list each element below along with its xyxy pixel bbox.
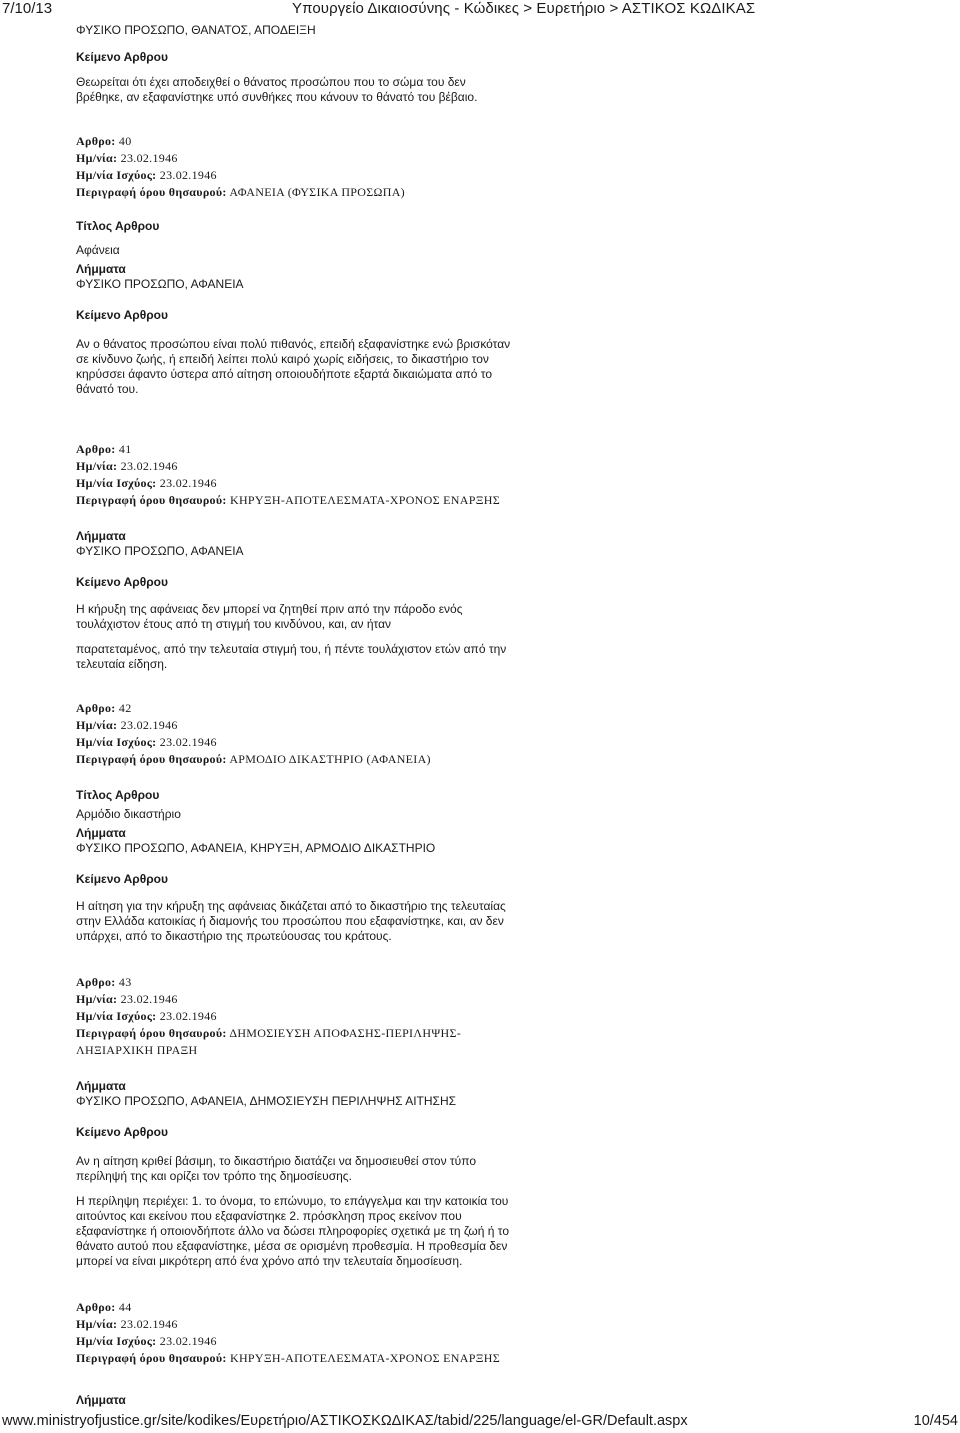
- article-text-line: κηρύσσει άφαντο ύστερα από αίτηση οποιουδήποτε εξαρτά δικαιώματα από το: [76, 367, 493, 381]
- article-text-line: Η κήρυξη της αφάνειας δεν μπορεί να ζητηθεί πριν από την πάροδο ενός: [76, 602, 463, 616]
- article-date-force: 23.02.1946: [159, 1009, 217, 1023]
- article-41: [76, 441, 536, 672]
- article-42: [76, 700, 536, 944]
- thesaurus-value: ΚΗΡΥΞΗ-ΑΠΟΤΕΛΕΣΜΑΤΑ-ΧΡΟΝΟΣ ΕΝΑΡΞΗΣ: [229, 1351, 500, 1365]
- article-text-line: αιτούντος και εκείνου που εξαφανίστηκε 2. πρόσκληση προς εκείνον που: [76, 1209, 462, 1223]
- article-text-line: βρέθηκε, αν εξαφανίστηκε υπό συνθήκες που κάνουν το θάνατό του βέβαιο.: [76, 90, 478, 104]
- article-date: 23.02.1946: [120, 1317, 178, 1331]
- page-url: www.ministryofjustice.gr/site/kodikes/Ευρετήριο/ΑΣΤΙΚΟΣΚΩΔΙΚΑΣ/tabid/225/language/el-GR/Default.aspx: [2, 1413, 688, 1429]
- article-text-line: εξαφανίστηκε ή οποιονδήποτε άλλο να δώσει πληροφορίες σχετικά με τη ζωή ή το: [76, 1224, 510, 1238]
- article-date-force: 23.02.1946: [159, 476, 217, 490]
- article-text-line: θάνατο αυτού που εξαφανίστηκε, μέσα σε ορισμένη προθεσμία. Η προθεσμία δεν: [76, 1239, 508, 1253]
- page-number: 10/454: [913, 1413, 958, 1429]
- date-force-label: Ημ/νία Ισχύος:: [76, 476, 157, 490]
- article-number: 44: [118, 1300, 132, 1314]
- article-44: [76, 1299, 536, 1408]
- lemmata-value: ΦΥΣΙΚΟ ΠΡΟΣΩΠΟ, ΑΦΑΝΕΙΑ, ΚΗΡΥΞΗ, ΑΡΜΟΔΙΟ ΔΙΚΑΣΤΗΡΙΟ: [76, 841, 436, 855]
- lemmata-value: ΦΥΣΙΚΟ ΠΡΟΣΩΠΟ, ΑΦΑΝΕΙΑ: [76, 277, 244, 291]
- article-number: 43: [118, 975, 132, 989]
- article-number-label: Αρθρο:: [76, 134, 116, 148]
- article-number-label: Αρθρο:: [76, 975, 116, 989]
- article-text-line: τελευταία είδηση.: [76, 657, 168, 671]
- article-date: 23.02.1946: [120, 718, 178, 732]
- print-date: 7/10/13: [2, 0, 53, 17]
- article-date: 23.02.1946: [120, 459, 178, 473]
- text-heading: Κείμενο Αρθρου: [76, 575, 168, 589]
- article-title: Αφάνεια: [76, 243, 120, 257]
- article-text-line: Αν η αίτηση κριθεί βάσιμη, το δικαστήριο διατάζει να δημοσιευθεί στον τύπο: [76, 1154, 477, 1168]
- lemmata-heading: Λήμματα: [76, 1393, 126, 1407]
- article-43: [76, 974, 536, 1269]
- text-heading: Κείμενο Αρθρου: [76, 50, 168, 64]
- date-label: Ημ/νία:: [76, 1317, 118, 1331]
- text-heading: Κείμενο Αρθρου: [76, 1125, 168, 1139]
- article-text-line: στην Ελλάδα κατοικίας ή διαμονής του προσώπου που εξαφανίστηκε, και, αν δεν: [76, 914, 504, 928]
- article-number-label: Αρθρο:: [76, 1300, 116, 1314]
- page-title: Υπουργείο Δικαιοσύνης - Κώδικες > Ευρετήριο > ΑΣΤΙΚΟΣ ΚΩΔΙΚΑΣ: [292, 0, 756, 17]
- date-label: Ημ/νία:: [76, 718, 118, 732]
- article-text-line: σε κίνδυνο ζωής, ή επειδή λείπει πολύ καιρό χωρίς ειδήσεις, το δικαστήριο τον: [76, 352, 489, 366]
- lemmata-heading: Λήμματα: [76, 1079, 126, 1093]
- article-title: Αρμόδιο δικαστήριο: [76, 807, 181, 821]
- article-number: 42: [118, 701, 132, 715]
- title-heading: Τίτλος Αρθρου: [76, 788, 160, 802]
- lemmata-value: ΦΥΣΙΚΟ ΠΡΟΣΩΠΟ, ΑΦΑΝΕΙΑ, ΔΗΜΟΣΙΕΥΣΗ ΠΕΡΙΛΗΨΗΣ ΑΙΤΗΣΗΣ: [76, 1094, 457, 1108]
- date-force-label: Ημ/νία Ισχύος:: [76, 1009, 157, 1023]
- article-date: 23.02.1946: [120, 992, 178, 1006]
- thesaurus-label: Περιγραφή όρου θησαυρού:: [76, 185, 227, 199]
- thesaurus-value: ΑΦΑΝΕΙΑ (ΦΥΣΙΚΑ ΠΡΟΣΩΠΑ): [229, 185, 405, 199]
- article-text: [76, 337, 536, 397]
- thesaurus-value: ΚΗΡΥΞΗ-ΑΠΟΤΕΛΕΣΜΑΤΑ-ΧΡΟΝΟΣ ΕΝΑΡΞΗΣ: [229, 493, 500, 507]
- article-text: [76, 899, 536, 944]
- article-text-line: Η περίληψη περιέχει: 1. το όνομα, το επώνυμο, το επάγγελμα και την κατοικία του: [76, 1194, 509, 1208]
- article-text-line: μπορεί να είναι μικρότερη από ένα χρόνο από την τελευταία δημοσίευση.: [76, 1254, 463, 1268]
- thesaurus-label: Περιγραφή όρου θησαυρού:: [76, 493, 227, 507]
- date-label: Ημ/νία:: [76, 151, 118, 165]
- date-force-label: Ημ/νία Ισχύος:: [76, 735, 157, 749]
- article-date-force: 23.02.1946: [159, 168, 217, 182]
- article-text-line: περίληψή της και ορίζει τον τρόπο της δημοσίευσης.: [76, 1169, 352, 1183]
- lemmata-heading: Λήμματα: [76, 826, 126, 840]
- article-text-line: Θεωρείται ότι έχει αποδειχθεί ο θάνατος προσώπου που το σώμα του δεν: [76, 75, 466, 89]
- document-body: [76, 23, 536, 1408]
- article-text: [76, 1154, 536, 1269]
- article-text-line: τουλάχιστον έτους από τη στιγμή του κινδύνου, και, αν ήταν: [76, 617, 392, 631]
- article-text-line: παρατεταμένος, από την τελευταία στιγμή του, ή πέντε τουλάχιστον ετών από την: [76, 642, 507, 656]
- thesaurus-value-cont: ΛΗΞΙΑΡΧΙΚΗ ΠΡΑΞΗ: [76, 1043, 198, 1057]
- title-heading: Τίτλος Αρθρου: [76, 219, 160, 233]
- thesaurus-label: Περιγραφή όρου θησαυρού:: [76, 1351, 227, 1365]
- text-heading: Κείμενο Αρθρου: [76, 308, 168, 322]
- article-text-line: Η αίτηση για την κήρυξη της αφάνειας δικάζεται από το δικαστήριο της τελευταίας: [76, 899, 506, 913]
- date-force-label: Ημ/νία Ισχύος:: [76, 168, 157, 182]
- article-number-label: Αρθρο:: [76, 701, 116, 715]
- text-heading: Κείμενο Αρθρου: [76, 872, 168, 886]
- lemmata-heading: Λήμματα: [76, 262, 126, 276]
- date-label: Ημ/νία:: [76, 459, 118, 473]
- article-text: [76, 602, 536, 672]
- article-number: 40: [118, 134, 132, 148]
- article-text-line: Αν ο θάνατος προσώπου είναι πολύ πιθανός, επειδή εξαφανίστηκε ενώ βρισκόταν: [76, 337, 511, 351]
- lemmata-value: ΦΥΣΙΚΟ ΠΡΟΣΩΠΟ, ΘΑΝΑΤΟΣ, ΑΠΟΔΕΙΞΗ: [76, 23, 316, 37]
- thesaurus-value: ΑΡΜΟΔΙΟ ΔΙΚΑΣΤΗΡΙΟ (ΑΦΑΝΕΙΑ): [229, 752, 431, 766]
- thesaurus-label: Περιγραφή όρου θησαυρού:: [76, 1026, 227, 1040]
- lemmata-heading: Λήμματα: [76, 529, 126, 543]
- article-date-force: 23.02.1946: [159, 735, 217, 749]
- article-date-force: 23.02.1946: [159, 1334, 217, 1348]
- thesaurus-label: Περιγραφή όρου θησαυρού:: [76, 752, 227, 766]
- article-text-line: υπάρχει, από το δικαστήριο της πρωτεύουσας του κράτους.: [76, 929, 392, 943]
- lemmata-value: ΦΥΣΙΚΟ ΠΡΟΣΩΠΟ, ΑΦΑΝΕΙΑ: [76, 544, 244, 558]
- date-force-label: Ημ/νία Ισχύος:: [76, 1334, 157, 1348]
- thesaurus-value: ΔΗΜΟΣΙΕΥΣΗ ΑΠΟΦΑΣΗΣ-ΠΕΡΙΛΗΨΗΣ-: [229, 1026, 462, 1040]
- article-date: 23.02.1946: [120, 151, 178, 165]
- article-number: 41: [118, 442, 132, 456]
- article-text-line: θάνατό του.: [76, 382, 139, 396]
- date-label: Ημ/νία:: [76, 992, 118, 1006]
- article-40: [76, 133, 536, 397]
- article-number-label: Αρθρο:: [76, 442, 116, 456]
